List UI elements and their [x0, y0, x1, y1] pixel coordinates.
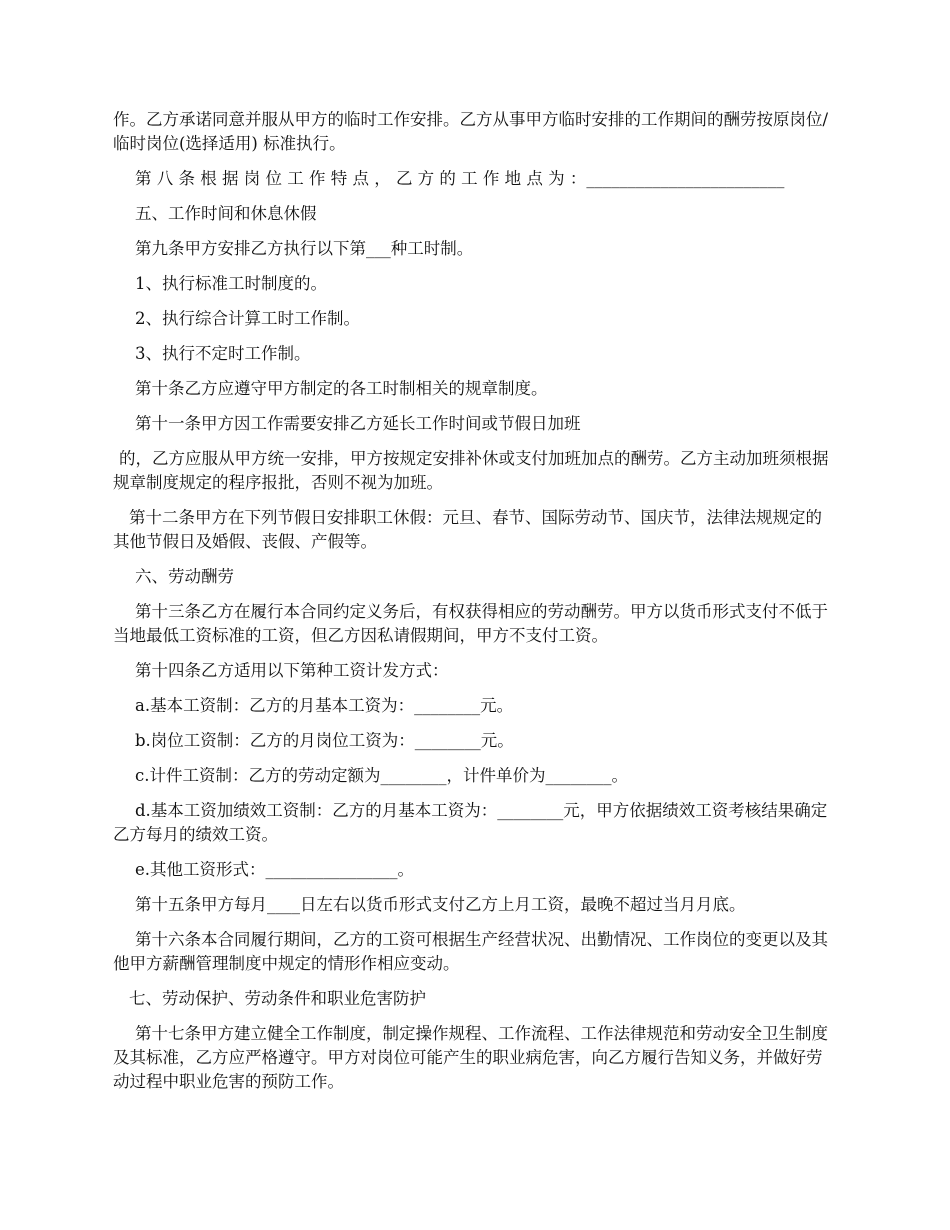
- paragraph-continuation: 作。乙方承诺同意并服从甲方的临时工作安排。乙方从事甲方临时安排的工作期间的酬劳按原岗位/临时岗位(选择适用) 标准执行。: [113, 110, 829, 153]
- list-item-2: 2、执行综合计算工时工作制。: [135, 309, 360, 328]
- list-item-3: 3、执行不定时工作制。: [135, 344, 311, 363]
- document-page: [113, 108, 838, 1105]
- article-11: 第十一条甲方因工作需要安排乙方延长工作时间或节假日加班: [135, 414, 581, 433]
- article-17: 第十七条甲方建立健全工作制度，制定操作规程、工作流程、工作法律规范和劳动安全卫生制度及其标准，乙方应严格遵守。甲方对岗位可能产生的职业病危害，向乙方履行告知义务，并做好劳动过程中职业危害的预防工作。: [113, 1024, 828, 1091]
- section-heading-7: 七、劳动保护、劳动条件和职业危害防护: [129, 989, 426, 1008]
- section-heading-5: 五、工作时间和休息休假: [135, 204, 317, 223]
- article-11-continued: 的，乙方应服从甲方统一安排，甲方按规定安排补休或支付加班加点的酬劳。乙方主动加班须根据规章制度规定的程序报批，否则不视为加班。: [113, 449, 829, 492]
- list-item-1: 1、执行标准工时制度的。: [135, 274, 327, 293]
- article-12: 第十二条甲方在下列节假日安排职工休假：元旦、春节、国际劳动节、国庆节，法律法规规定的其他节假日及婚假、丧假、产假等。: [113, 508, 822, 551]
- article-16: 第十六条本合同履行期间，乙方的工资可根据生产经营状况、出勤情况、工作岗位的变更以及其他甲方薪酬管理制度中规定的情形作相应变动。: [113, 930, 828, 973]
- article-8-work-location: 第 八 条 根 据 岗 位 工 作 特 点 ， 乙 方 的 工 作 地 点 为 ：________________________: [135, 169, 785, 188]
- article-14: 第十四条乙方适用以下第种工资计发方式：: [135, 661, 449, 680]
- article-15: 第十五条甲方每月____日左右以货币形式支付乙方上月工资，最晚不超过当月月底。: [135, 895, 746, 914]
- article-10: 第十条乙方应遵守甲方制定的各工时制相关的规章制度。: [135, 379, 548, 398]
- wage-option-d: d.基本工资加绩效工资制：乙方的月基本工资为：________元，甲方依据绩效工资考核结果确定乙方每月的绩效工资。: [113, 801, 828, 844]
- wage-option-b: b.岗位工资制：乙方的月岗位工资为：________元。: [135, 731, 514, 750]
- wage-option-c: c.计件工资制：乙方的劳动定额为________，计件单价为________。: [135, 766, 628, 785]
- article-13: 第十三条乙方在履行本合同约定义务后，有权获得相应的劳动酬劳。甲方以货币形式支付不低于当地最低工资标准的工资，但乙方因私请假期间，甲方不支付工资。: [113, 602, 828, 645]
- article-9: 第九条甲方安排乙方执行以下第___种工时制。: [135, 239, 474, 258]
- wage-option-a: a.基本工资制：乙方的月基本工资为：________元。: [135, 696, 514, 715]
- wage-option-e: e.其他工资形式：________________。: [135, 860, 415, 879]
- section-heading-6: 六、劳动酬劳: [135, 567, 234, 586]
